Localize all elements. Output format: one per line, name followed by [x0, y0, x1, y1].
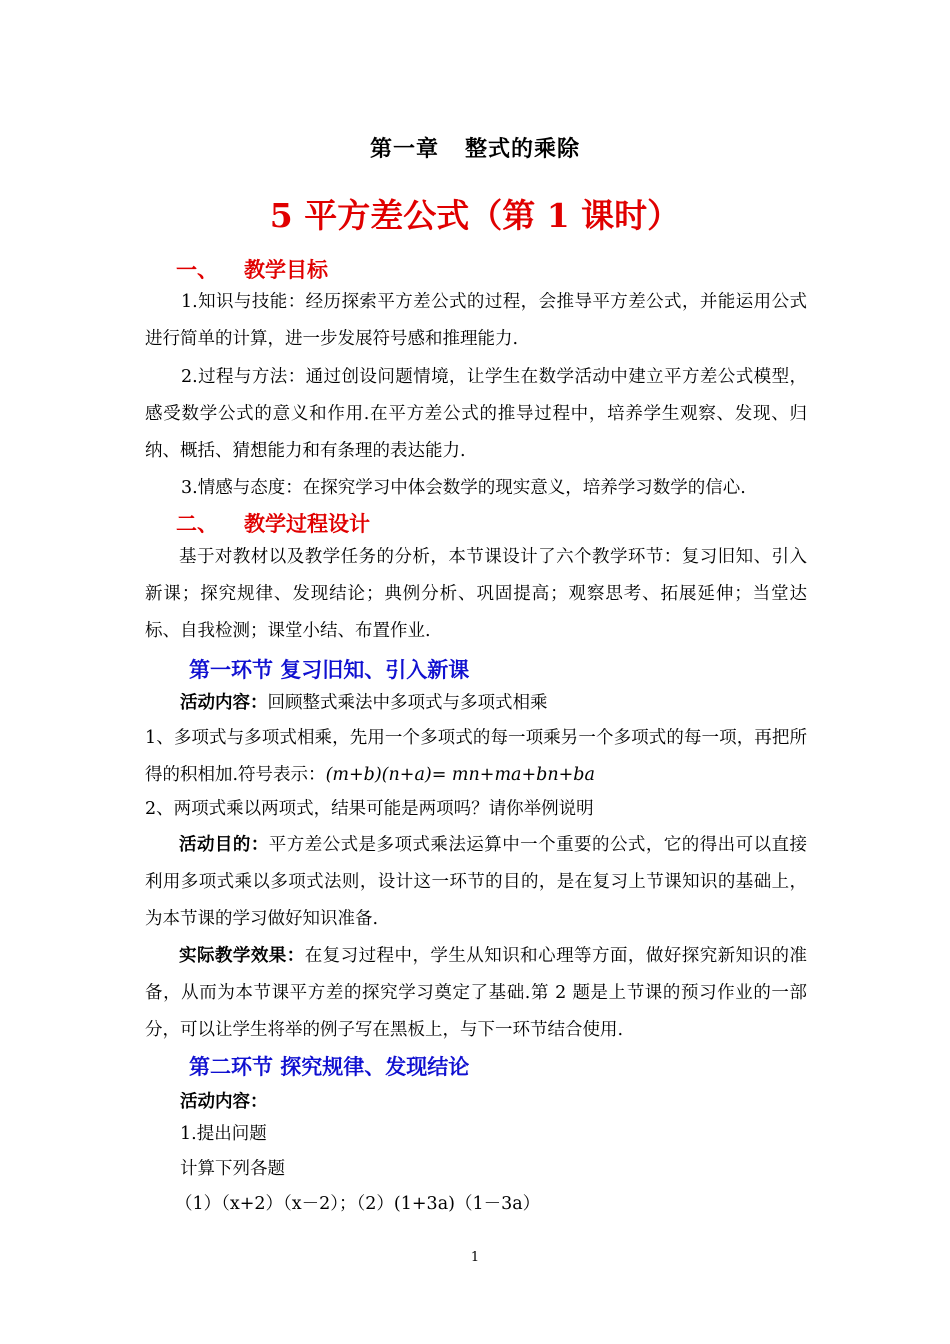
chapter-number: 第一章 — [369, 136, 439, 162]
step1-activity — [180, 691, 548, 715]
formula: (m+b)(n+a)= mn+ma+bn+ba — [325, 765, 595, 785]
section-number: 二、 — [176, 511, 218, 536]
section-number: 一、 — [176, 257, 218, 282]
purpose-label: 活动目的： — [179, 835, 269, 855]
section-title: 教学目标 — [244, 257, 328, 282]
step1-item1 — [145, 720, 807, 794]
page-number: 1 — [470, 1250, 480, 1265]
effect-label: 实际教学效果： — [179, 946, 305, 966]
step2-heading: 第二环节 探究规律、发现结论 — [189, 1054, 470, 1079]
effect-text: 在复习过程中，学生从知识和心理等方面，做好探究新知识的准备，从而为本节课平方差的探究学习奠定了基础.第 2 题是上节课的预习作业的一部分，可以让学生将举的例子写在黑板上，与下一环节结合使用. — [145, 946, 808, 1040]
section-heading-process — [176, 508, 370, 538]
intro-paragraph: 基于对教材以及教学任务的分析，本节课设计了六个教学环节：复习旧知、引入新课；探究规律、发现结论；典例分析、巩固提高；观察思考、拓展延伸；当堂达标、自我检测；课堂小结、布置作业. — [145, 547, 807, 641]
step1-effect — [145, 938, 807, 1049]
activity-text: 回顾整式乘法中多项式与多项式相乘 — [267, 693, 548, 713]
goal-attitude: 3.情感与态度：在探究学习中体会数学的现实意义，培养学习数学的信心. — [181, 478, 746, 498]
step1-item2: 2、两项式乘以两项式，结果可能是两项吗？请你举例说明 — [145, 799, 594, 819]
lesson-title: 5 平方差公式（第 1 课时） — [269, 196, 681, 235]
item1-text: 1、多项式与多项式相乘，先用一个多项式的每一项乘另一个多项式的每一项，再把所得的积相加.符号表示： — [145, 728, 807, 785]
step2-question-prompt: 计算下列各题 — [180, 1159, 285, 1179]
step1-heading: 第一环节 复习旧知、引入新课 — [189, 657, 470, 682]
step2-question-items: （1）（x+2）（x－2）；（2）(1+3a)（1－3a） — [175, 1194, 541, 1214]
purpose-text: 平方差公式是多项式乘法运算中一个重要的公式，它的得出可以直接利用多项式乘以多项式法则，设计这一环节的目的，是在复习上节课知识的基础上，为本节课的学习做好知识准备. — [145, 835, 807, 929]
step2-activity-label: 活动内容： — [180, 1092, 268, 1112]
step1-purpose — [145, 827, 807, 938]
step2-question-title: 1.提出问题 — [180, 1124, 267, 1144]
chapter-title: 整式的乘除 — [465, 136, 581, 162]
goal-process: 2.过程与方法：通过创设问题情境，让学生在数学活动中建立平方差公式模型，感受数学公式的意义和作用.在平方差公式的推导过程中，培养学生观察、发现、归纳、概括、猜想能力和有条理的表达能力. — [145, 367, 807, 461]
section-heading-goals — [176, 254, 328, 284]
chapter-heading — [0, 132, 950, 163]
goal-knowledge: 1.知识与技能：经历探索平方差公式的过程，会推导平方差公式，并能运用公式进行简单的计算，进一步发展符号感和推理能力. — [145, 292, 807, 349]
section-title: 教学过程设计 — [244, 511, 370, 536]
activity-label: 活动内容： — [180, 693, 268, 713]
